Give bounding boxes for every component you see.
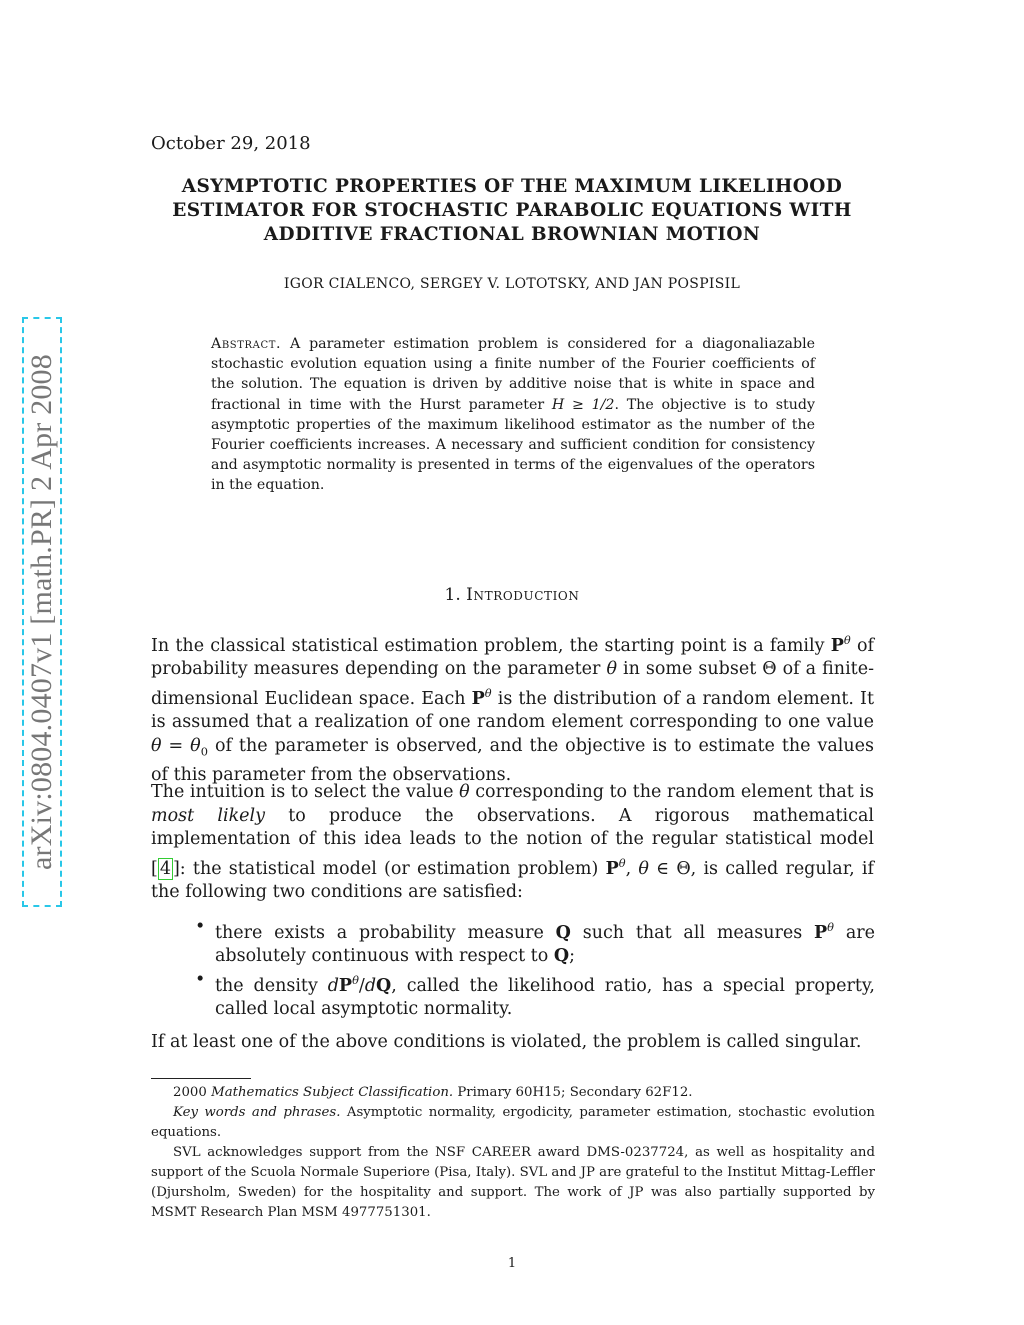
- footnote-divider: [151, 1078, 251, 1079]
- abstract-math: H ≥ 1/2: [551, 396, 615, 413]
- list-item: • there exists a probability measure Q such that all measures $P^\theta$ are absolutely continuous with respect to Q;: [195, 917, 875, 967]
- bullet-icon: •: [195, 917, 206, 937]
- text: are absolutely continuous with respect to: [215, 922, 875, 967]
- title-line: ESTIMATOR FOR STOCHASTIC PARABOLIC EQUATIONS WITH: [172, 200, 852, 221]
- section-title: Introduction: [466, 585, 580, 605]
- text: : the statistical model (or estimation problem): [179, 858, 599, 879]
- text: in some subset Θ of a finite-dimensional Euclidean space. Each: [151, 659, 874, 709]
- abstract-text: . The objective is to study asymptotic properties of the maximum likelihood estimator as the number of the Fourier coefficients increases. A necessary and sufficient condition for consistency and asymptotic normality is presented in terms of the eigenvalues of the operators in the equation.: [211, 396, 815, 494]
- text: Key words and phrases.: [173, 1105, 341, 1120]
- citation-link[interactable]: 4: [159, 858, 171, 879]
- text: 2000: [173, 1085, 207, 1100]
- text: If at least one of the above conditions is violated, the problem is called singular.: [151, 1032, 862, 1052]
- list-item: • the density $dP^\theta/dQ$, called the likelihood ratio, has a special property, called local asymptotic normality.: [195, 970, 875, 1020]
- paragraph: [151, 1031, 874, 1055]
- text: to produce the observations. A rigorous mathematical implementation of this idea leads to the notion of the regular statistical model: [151, 805, 874, 850]
- text: of probability measures depending on the parameter: [151, 635, 874, 680]
- date: October 29, 2018: [151, 133, 311, 154]
- section-heading: [120, 585, 904, 605]
- emphasis: most likely: [151, 805, 266, 826]
- footnote-acknowledgement: SVL acknowledges support from the NSF CAREER award DMS-0237724, as well as hospitality and support of the Scuola Normale Superiore (Pisa, Italy). SVL and JP are grateful to the Institut Mittag-Leffler (Djursholm, Sweden) for the hospitality and support. The work of JP was also partially supported by MSMT Research Plan MSM 4977751301.: [151, 1145, 875, 1220]
- text: Asymptotic normality, ergodicity, parameter estimation, stochastic evolution equations.: [151, 1105, 875, 1140]
- bullet-icon: •: [195, 970, 206, 991]
- title-line: ADDITIVE FRACTIONAL BROWNIAN MOTION: [263, 224, 761, 245]
- authors: IGOR CIALENCO, SERGEY V. LOTOTSKY, AND JAN POSPISIL: [283, 276, 741, 292]
- text: Mathematics Subject Classification.: [211, 1085, 454, 1100]
- text: In the classical statistical estimation problem, the starting point is a family: [151, 635, 825, 656]
- page-number: 1: [507, 1256, 517, 1271]
- text: of the parameter is observed, and the objective is to estimate the values of this parameter from the observations.: [151, 736, 874, 786]
- paragraph: The intuition is to select the value θ corresponding to the random element that is most likely to produce the observations. A rigorous mathematical implementation of this idea leads to the notion of the regular statistical model [ 4 ]: the statistical model (or estimation problem) $P^\theta$, θ ∈ Θ, is called regular, if the following two conditions are satisfied:: [151, 782, 874, 903]
- paper-title: [120, 175, 904, 247]
- footnote-msc: [151, 1083, 875, 1103]
- abstract-label: Abstract.: [211, 336, 282, 352]
- text: , is called regular, if the following two conditions are satisfied:: [151, 858, 874, 903]
- text: Primary 60H15; Secondary 62F12.: [457, 1085, 693, 1100]
- footnote-keywords: [151, 1103, 875, 1143]
- text: such that all measures: [582, 922, 803, 943]
- text: corresponding to the random element that is: [475, 782, 874, 802]
- text: the density: [215, 975, 318, 996]
- text: is the distribution of a random element. It is assumed that a realization of one random element corresponding to one value: [151, 688, 874, 733]
- arxiv-stamp-text: arXiv:0804.0407v1 [math.PR] 2 Apr 2008: [25, 354, 58, 870]
- paragraph: In the classical statistical estimation problem, the starting point is a family $P^\theta$ of probability measures depending on the parameter θ in some subset Θ of a finite-dimensional Euclidean space. Each $P^\theta$ is the distribution of a random element. It is assumed that a realization of one random element corresponding to one value $\theta = \theta_0$ of the parameter is observed, and the objective is to estimate the values of this parameter from the observations.: [151, 633, 874, 786]
- arxiv-stamp: [22, 317, 62, 907]
- abstract: [211, 334, 815, 496]
- bullet-list: [195, 916, 875, 1022]
- text: The intuition is to select the value: [151, 782, 454, 802]
- title-line: ASYMPTOTIC PROPERTIES OF THE MAXIMUM LIKELIHOOD: [181, 176, 843, 197]
- footnotes: [151, 1083, 875, 1223]
- abstract-text: A parameter estimation problem is considered for a diagonaliazable stochastic evolution equation using a finite number of the Fourier coefficients of the solution. The equation is driven by additive noise that is white in space and fractional in time with the Hurst parameter: [211, 336, 815, 413]
- text: , called the likelihood ratio, has a special property, called local asymptotic normality.: [215, 975, 875, 1020]
- section-number: 1.: [444, 585, 461, 605]
- text: there exists a probability measure: [215, 922, 544, 943]
